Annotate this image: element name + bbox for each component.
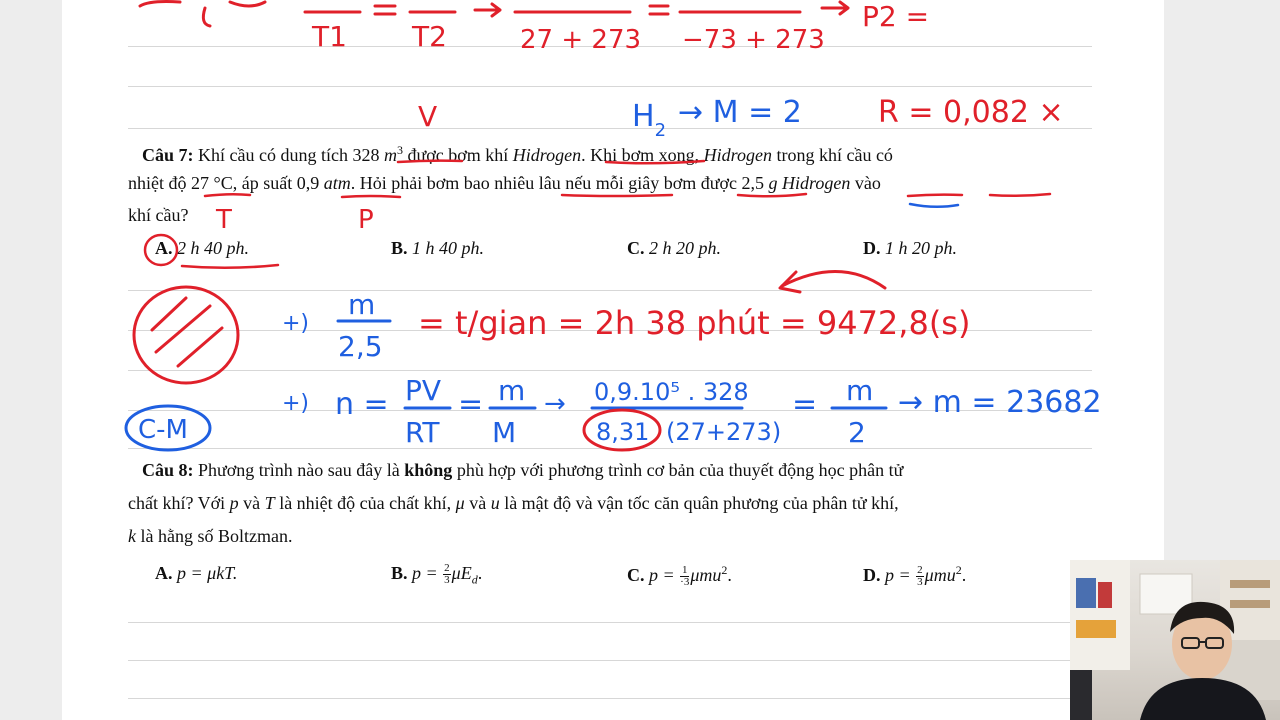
ruled-line — [128, 128, 1092, 129]
hw-cm-label: C-M — [138, 415, 188, 445]
presenter-video — [1070, 560, 1280, 720]
q7-option-b[interactable]: B. 1 h 40 ph. — [391, 238, 485, 258]
gas-name: Hidrogen — [512, 145, 582, 165]
hw-t2: T2 — [412, 20, 447, 53]
hw-eq1-m: m — [348, 288, 376, 321]
ruled-line — [128, 86, 1092, 87]
q8-option-c[interactable]: C. p = $\frac{1}{\cdot 3}$ μmu$^2$. — [627, 563, 732, 589]
hw-neg73-273: −73 + 273 — [682, 25, 825, 55]
hw-eq2-prefix: +) — [282, 391, 310, 416]
hw-eq2-m: m — [498, 374, 526, 407]
q7-option-c[interactable]: C. 2 h 20 ph. — [627, 238, 721, 258]
ruled-line — [128, 290, 1092, 291]
fraction: $\frac{1}{\cdot 3}$ — [680, 564, 690, 589]
hw-eq2-result: → m = 23682 — [898, 385, 1102, 420]
hw-eq2-temp: (27+273) — [666, 418, 782, 446]
q8-option-b[interactable]: B. p = $\frac{2}{3}$ $\mu E_d$. — [391, 562, 483, 587]
hw-t1: T1 — [312, 20, 347, 53]
question-7-line-3: khí cầu? — [128, 205, 189, 225]
q7-option-d[interactable]: D. 1 h 20 ph. — [863, 238, 957, 258]
mass-value: 2,5 — [741, 173, 764, 193]
question-7-line-1: Câu 7: Khí cầu có dung tích 328 $m^3$ được bơm khí Hidrogen. Khi bơm xong, Hidrogen trong khí cầu có — [142, 143, 893, 165]
ruled-line — [128, 46, 1092, 47]
hw-eq2-n: n = — [335, 387, 389, 422]
ruled-line — [128, 622, 1092, 623]
hw-p2: P2 = — [862, 0, 930, 33]
volume-value: 328 — [352, 145, 380, 165]
hw-molar-mass: → M = 2 — [678, 95, 802, 130]
temperature-value: 27 °C — [191, 173, 233, 193]
svg-text:=: = — [458, 387, 484, 422]
q7-option-a[interactable]: A. 2 h 40 ph. — [155, 238, 249, 258]
hw-t-mark: T — [216, 205, 232, 235]
svg-text:→: → — [544, 389, 566, 419]
q8-option-a[interactable]: A. p = μkT. — [155, 563, 238, 583]
hw-p-mark: P — [358, 205, 374, 235]
question-7-label: Câu 7: — [142, 145, 194, 165]
hw-eq1-25: 2,5 — [338, 330, 383, 363]
hw-h2: $H_2$ — [632, 99, 667, 141]
hw-eq2-two: 2 — [848, 416, 866, 449]
ruled-line — [128, 698, 1092, 699]
hw-eq2-M: M — [492, 416, 517, 449]
hw-eq1-time: = t/gian = 2h 38 phút = 9472,8(s) — [418, 304, 971, 342]
ruled-line — [128, 410, 1092, 411]
document-page — [62, 0, 1164, 720]
question-8-label: Câu 8: — [142, 460, 194, 480]
fraction: $\frac{2}{3}$ — [444, 562, 450, 587]
hw-eq1-prefix: +) — [282, 311, 310, 336]
ruled-line — [128, 448, 1092, 449]
hw-27-273: 27 + 273 — [520, 25, 642, 55]
svg-text:=: = — [792, 387, 818, 422]
hw-eq2-rt: RT — [405, 416, 440, 449]
hw-eq2-m2: m — [846, 374, 874, 407]
hw-eq2-pv: PV — [405, 374, 442, 407]
webcam-overlay — [1070, 560, 1280, 720]
question-8-line-1: Câu 8: Phương trình nào sau đây là không phù hợp với phương trình cơ bản của thuyết động học phân tử — [142, 460, 904, 480]
q8-option-d[interactable]: D. p = $\frac{2}{3}$ μmu$^2$. — [863, 563, 967, 589]
question-7-line-2: nhiệt độ 27 °C, áp suất 0,9 atm. Hỏi phải bơm bao nhiêu lâu nếu mỗi giây bơm được 2,5 g Hidrogen vào — [128, 173, 881, 193]
fraction: $\frac{2}{3}$ — [917, 564, 923, 589]
hw-eq2-numerator: 0,9.10⁵ . 328 — [594, 378, 749, 406]
pressure-value: 0,9 — [296, 173, 320, 193]
question-8-line-2: chất khí? Với p và T là nhiệt độ của chất khí, μ và u là mật độ và vận tốc căn quân phương của phân tử khí, — [128, 493, 899, 513]
hw-eq2-831: 8,31 — [596, 418, 650, 446]
ruled-line — [128, 660, 1092, 661]
hw-r-constant: R = 0,082 × — [878, 95, 1064, 130]
question-8-line-3: k là hằng số Boltzman. — [128, 526, 293, 546]
ruled-line — [128, 330, 1092, 331]
hw-v: V — [418, 100, 438, 133]
ruled-line — [128, 370, 1092, 371]
